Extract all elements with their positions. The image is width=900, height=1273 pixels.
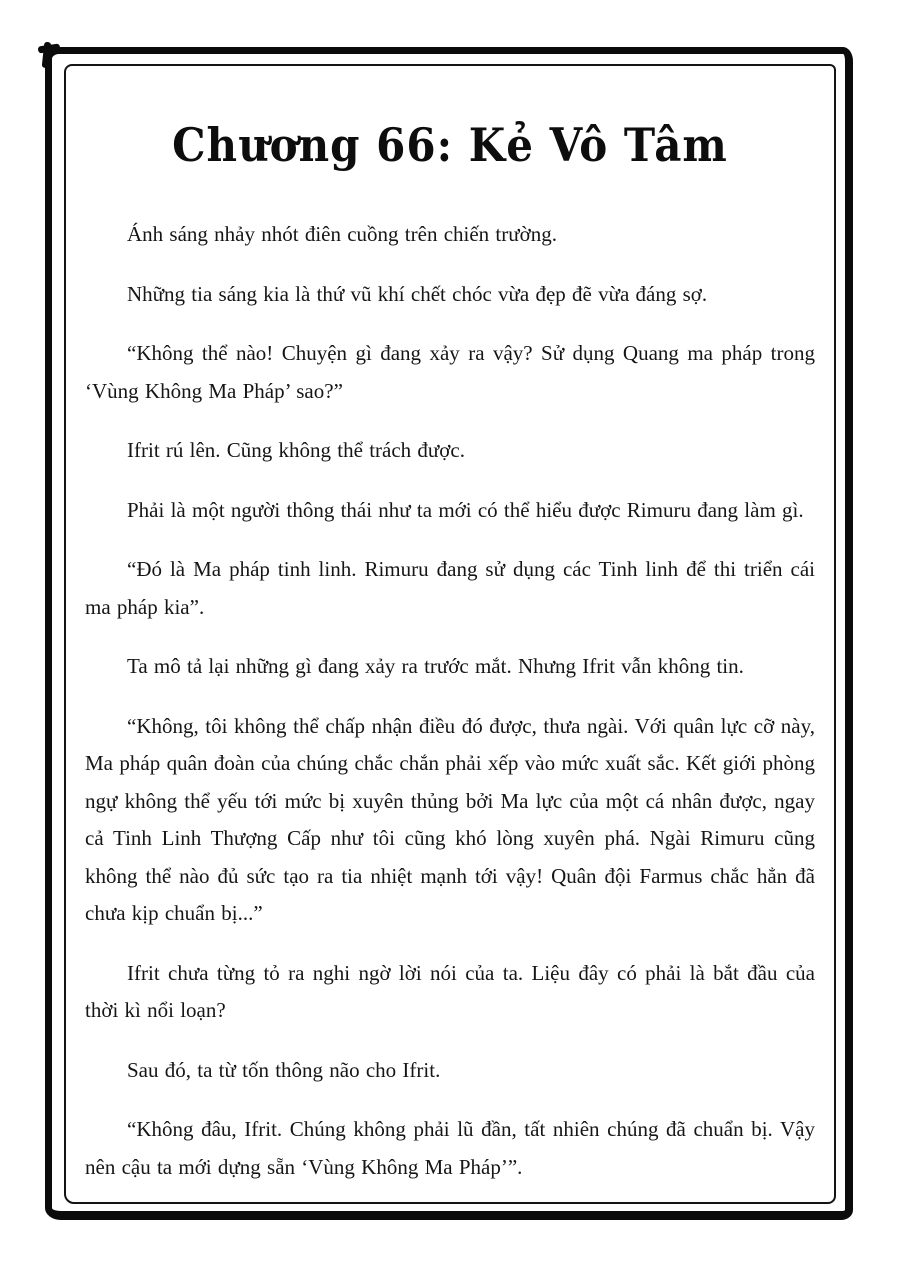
paragraph: Ifrit chưa từng tỏ ra nghi ngờ lời nói của ta. Liệu đây có phải là bắt đầu của thời kì nổi loạn? — [85, 960, 815, 1022]
paragraph: “Không đâu, Ifrit. Chúng không phải lũ đần, tất nhiên chúng đã chuẩn bị. Vậy nên cậu ta mới dựng sẵn ‘Vùng Không Ma Pháp’”. — [85, 1117, 815, 1179]
paragraph: Những tia sáng kia là thứ vũ khí chết chóc vừa đẹp đẽ vừa đáng sợ. — [127, 281, 708, 306]
paragraph: “Đó là Ma pháp tinh linh. Rimuru đang sử dụng các Tinh linh để thi triển cái ma pháp kia”. — [85, 557, 815, 619]
paragraph: Phải là một người thông thái như ta mới có thể hiểu được Rimuru đang làm gì. — [127, 497, 804, 522]
paragraph: Sau đó, ta từ tốn thông não cho Ifrit. — [127, 1057, 441, 1082]
paragraph: “Không thể nào! Chuyện gì đang xảy ra vậy? Sử dụng Quang ma pháp trong ‘Vùng Không Ma Pháp’ sao?” — [85, 341, 815, 403]
chapter-page — [85, 118, 815, 1208]
paragraph: “Không, tôi không thể chấp nhận điều đó được, thưa ngài. Với quân lực cỡ này, Ma pháp quân đoàn của chúng chắc chắn phải xếp vào mức xuất sắc. Kết giới phòng ngự không thể yếu tới mức bị xuyên thủng bởi Ma lực của một cá nhân được, ngay cả Tinh Linh Thượng Cấp như tôi cũng khó lòng xuyên phá. Ngài Rimuru cũng không thể nào đủ sức tạo ra tia nhiệt mạnh tới vậy! Quân đội Farmus chắc hẳn đã chưa kịp chuẩn bị...” — [85, 713, 815, 925]
paragraph: Ta mô tả lại những gì đang xảy ra trước mắt. Nhưng Ifrit vẫn không tin. — [127, 654, 744, 678]
paragraph: Ifrit rú lên. Cũng không thể trách được. — [127, 438, 465, 462]
paragraph: Ánh sáng nhảy nhót điên cuồng trên chiến trường. — [127, 222, 557, 246]
chapter-body — [85, 216, 815, 1186]
chapter-title: Chương 66: Kẻ Vô Tâm — [172, 119, 728, 172]
